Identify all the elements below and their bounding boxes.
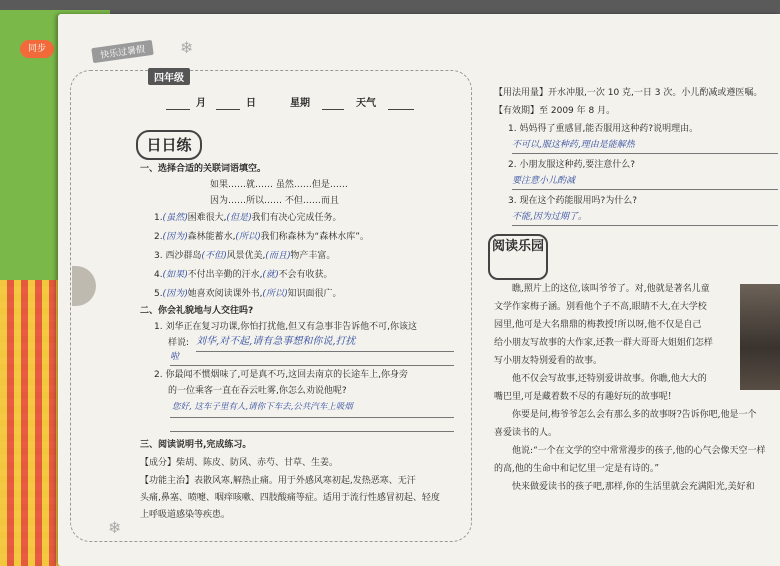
answer-line	[512, 188, 778, 190]
handwritten-answer: (而且)	[265, 251, 291, 261]
sentence-text: 她喜欢阅读课外书,	[187, 289, 263, 299]
grade-badge: 四年级	[148, 68, 190, 85]
reading-line-5: 写小朋友特别爱看的故事。	[494, 356, 603, 366]
month-label: 月	[196, 98, 206, 109]
usage-text: 【用法用量】开水冲服,一次 10 克,一日 3 次。小儿酌减或遵医嘱。	[494, 88, 763, 98]
reading-line-1: 瞧,照片上的这位,该叫爷爷了。对,他就是著名儿童	[512, 284, 710, 294]
weather-label: 天气	[356, 98, 376, 109]
q1-sentence-1	[154, 213, 342, 224]
item-number: 1.	[154, 213, 163, 223]
handwritten-answer: (所以)	[235, 232, 261, 242]
section-title-reading: 阅读乐园	[488, 234, 548, 280]
reading-line-7: 嘴巴里,可是藏着数不尽的有趣好玩的故事呢!	[494, 392, 672, 402]
month-blank	[166, 108, 190, 110]
sentence-text: 困难很大,	[187, 213, 227, 223]
week-blank	[322, 108, 344, 110]
q2-answer-1-cont: 啦	[170, 352, 180, 362]
sentence-text: 不付出辛勤的汗水,	[187, 270, 263, 280]
q2-prompt-1b: 样说:	[168, 338, 190, 348]
answer-line	[170, 416, 454, 418]
answer-line	[512, 152, 778, 154]
reading-line-6: 他不仅会写故事,还特别爱讲故事。你瞧,他大大的	[512, 374, 707, 384]
q2-answer-2: 您好, 这车子里有人,请你下车去,公共汽车上吸烟	[172, 402, 353, 412]
validity-text: 【有效期】至 2009 年 8 月。	[494, 106, 616, 116]
day-label: 日	[246, 98, 256, 109]
r-question-3: 3. 现在这个药能服用吗?为什么?	[508, 196, 638, 206]
item-number: 4.	[154, 270, 163, 280]
q3-ingredients: 【成分】柴胡、陈皮、防风、赤芍、甘草、生姜。	[140, 458, 339, 468]
r-answer-2: 要注意小儿酌减	[512, 176, 576, 186]
section-title-daily: 日日练	[136, 130, 202, 160]
q2-prompt-1a: 1. 刘华正在复习功课,你怕打扰他,但又有急事非告诉他不可,你该这	[154, 322, 418, 332]
reading-line-12: 快来做爱读书的孩子吧,那样,你的生活里就会充满阳光,美好和	[512, 482, 755, 492]
left-frame	[70, 70, 472, 542]
handwritten-answer: (虽然)	[162, 213, 188, 223]
reading-line-11: 的高,他的生命中和记忆里一定是有诗的。”	[494, 464, 659, 474]
handwritten-answer: (如果)	[162, 270, 188, 280]
snowflake-icon: ❄	[180, 38, 194, 57]
answer-line	[196, 350, 454, 352]
q3-heading: 三、阅读说明书,完成练习。	[140, 440, 252, 450]
q1-sentence-4	[154, 270, 333, 281]
handwritten-answer: (因为)	[162, 232, 188, 242]
sentence-text: 风景优美,	[226, 251, 266, 261]
handwritten-answer: (不但)	[201, 251, 227, 261]
week-label: 星期	[290, 98, 310, 109]
reading-line-10: 他说:“一个在文学的空中常常漫步的孩子,他的心气会像天空一样	[512, 446, 766, 456]
sentence-text: 我们有决心完成任务。	[251, 213, 342, 223]
q2-answer-1: 刘华,对不起,请有急事想和你说,打扰	[196, 336, 356, 347]
q2-prompt-2b: 的一位乘客一直在吞云吐雾,你怎么劝说他呢?	[168, 386, 347, 396]
item-number: 3. 西沙群岛	[154, 251, 202, 261]
answer-line	[170, 430, 454, 432]
r-question-1: 1. 妈妈得了重感冒,能否服用这种药?说明理由。	[508, 124, 699, 134]
sentence-text: 物产丰富。	[290, 251, 336, 261]
snowflake-icon: ❄	[108, 518, 122, 537]
day-blank	[216, 108, 240, 110]
underlying-logo: 同步	[20, 40, 54, 58]
q2-prompt-2a: 2. 你最闻不惯烟味了,可是真不巧,这回去南京的长途车上,你身旁	[154, 370, 409, 380]
author-photo	[740, 284, 780, 390]
sentence-text: 不会有收获。	[278, 270, 333, 280]
q1-options-2: 因为……所以…… 不但……而且	[210, 196, 339, 206]
q1-sentence-5	[154, 289, 342, 300]
q3-function-2: 头痛,鼻塞、喷嚏、咽痒咳嗽、四肢酸痛等症。适用于流行性感冒初起、轻度	[140, 493, 440, 503]
header-tag: 快乐过暑假	[91, 40, 154, 63]
handwritten-answer: (就)	[262, 270, 279, 280]
r-question-2: 2. 小朋友服这种药,要注意什么?	[508, 160, 636, 170]
handwritten-answer: (因为)	[162, 289, 188, 299]
r-answer-3: 不能,因为过期了。	[512, 212, 587, 222]
sentence-text: 我们称森林为“森林水库”。	[260, 232, 369, 242]
handwritten-answer: (但是)	[226, 213, 252, 223]
sentence-text: 森林能蓄水,	[187, 232, 236, 242]
handwritten-answer: (所以)	[262, 289, 288, 299]
q1-heading: 一、选择合适的关联词语填空。	[140, 164, 267, 174]
reading-line-2: 文学作家梅子涵。别看他个子不高,眼睛不大,在大学校	[494, 302, 707, 312]
q2-heading: 二、你会礼貌地与人交往吗?	[140, 306, 254, 316]
item-number: 5.	[154, 289, 163, 299]
sentence-text: 知识面很广。	[287, 289, 342, 299]
r-answer-1: 不可以,服这种药,理由是能解热	[512, 140, 635, 150]
q3-function-3: 上呼吸道感染等疾患。	[140, 510, 231, 520]
reading-line-8: 你要是问,梅爷爷怎么会有那么多的故事呀?告诉你吧,他是一个	[512, 410, 757, 420]
reading-line-9: 喜爱读书的人。	[494, 428, 558, 438]
reading-line-3: 园里,他可是大名鼎鼎的梅教授!所以呀,他不仅是自己	[494, 320, 702, 330]
q3-function-1: 【功能主治】表散风寒,解热止痛。用于外感风寒初起,发热恶寒、无汗	[140, 476, 416, 486]
reading-line-4: 给小朋友写故事的大作家,还教一群大哥哥大姐姐们怎样	[494, 338, 713, 348]
answer-line	[512, 224, 778, 226]
q1-sentence-2	[154, 232, 369, 243]
item-number: 2.	[154, 232, 163, 242]
q1-options-1: 如果……就…… 虽然……但是……	[210, 180, 348, 190]
q1-sentence-3	[154, 251, 335, 262]
answer-line	[170, 364, 454, 366]
weather-blank	[388, 108, 414, 110]
